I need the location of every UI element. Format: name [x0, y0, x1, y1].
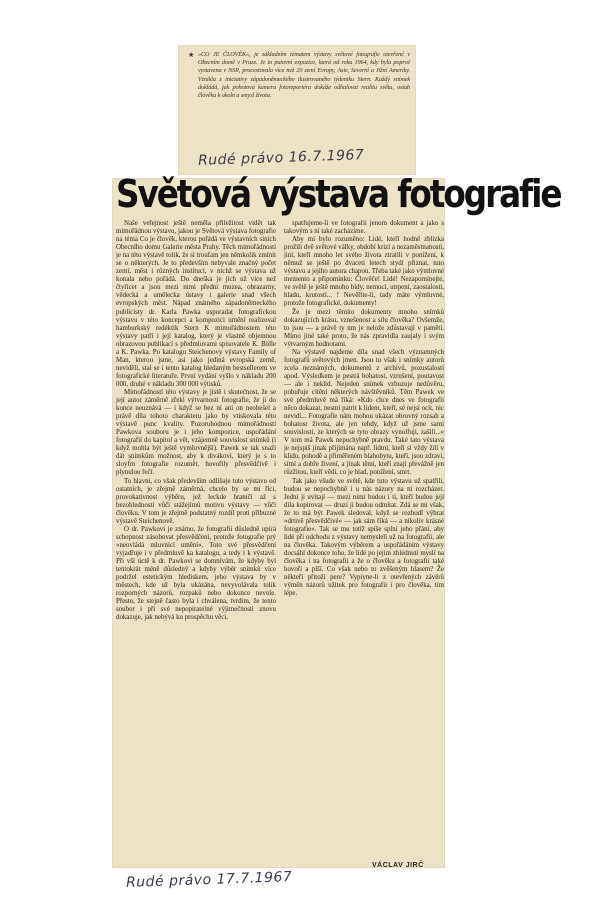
handwritten-source-note-top: Rudé právo 16.7.1967: [197, 147, 365, 169]
article-paragraph: Mimořádností této výstavy je jistě i skutečnost, že se její autor záměrně zřekl výtvarnosti fotografie, že ji do konce neuznává — i když se bez ní ani on neobešel a právě díla tohoto charakteru jako by vtiskovala této výstavě punc kvality. Pozoruhodnou mimořádností Pawkova souboru je i jeho kompozice, uspořádání fotografií do kapitol a vět, vzájemně souvislost snímků (i když mohla být ještě vymluvnější). Pawek se tak snaží dát snímkům možnost, aby k divákovi, který je s to sloyf́m fotografie rozumět, hovořily přesvědčivě i plynulou řečí.: [116, 388, 276, 477]
article-column-left: [116, 220, 276, 860]
article-paragraph: To hlavní, co však především odlišuje tuto výstavu od ostatních, je zřejmě záměrná, chcelo by se mi říci, provokativnost výběru, jež leckde hraničí až s bezohledností vůči stážejímů motivu výstavy — vůči člověku. V tom je zřejmě podstatný rozdíl proti příbuzné výstavě Steichenově.: [116, 477, 276, 525]
intro-text-block: [188, 51, 410, 100]
article-column-right: [284, 220, 444, 860]
article-paragraph: Na výstavě najdeme díla snad všech významných fotografů světových jmen. Jsou tu však i snímky autorů zcela neznámých, dokumentů z archivů, pozustalostí apod. Výsledkem je pestrá bohatost, vzrušení, poutavost — ale i neklíd. Nejeden snímek vzbuzuje nedůvěru, pobuřuje cítění některých návštěvníků. Těm Pawek ve své předmluvě má říká: »Kdo chce dnes ve fotografii něco dokazat, nesmí patrit k lidem, kteří, sé nejsí ocít, nic nevidí... Fotografie nám mohou ukázat obrovný rozsah a bohatost života, ale jen tehdy, když už jsme sami souvislosti, ze kterých se tyto obrazy vynolfuji, zašili...« V tom má Pawek nepochybně pravdu. Také tato výstava je nejspiš jinak přijímána např. lidmi, kteří si vždy žili v klidu, pohodě a přiměřeném blahobytu, kteří, jsou zdraví, sítní a dobře živení, a jinak těmi, kteří znají převážně jen růzžitou, kteří vědí, co je hlad, ponížení, smrt.: [284, 348, 444, 477]
handwritten-source-note-bottom: Rudé právo 17.7.1967: [125, 869, 293, 891]
article-byline: VÁCLAV JIRČ: [372, 862, 424, 869]
article-paragraph: O dr. Pawkovi je známo, že fotografii důsledně upírá schopnost zásobovat přesvědčení, protože fotografie prý »neovládá mluvnicí umění«. Toto své přesvědčení vyjadřuje i v předmluvě ka katalogu, a tedy i k výstavě. Při vší úctě k dr. Pawkovi se domnívám, že kdyby byl tentokrát méně důsledný a kdyby výběr snímků více podržel estetickým hlediskem, jeho výstava by v městech, kde už byla ukázána, nevyvolávala tolik rozporných názorů, rozpaků nebo dokonce nevole. Přesto, že stejně často byla i chválena, tvrdím, že tento soubor i při své nepopiratelné výjimečnosti znovu dokazuje, jak nebývá ku prospěchu věci,: [116, 525, 276, 622]
article-paragraph: Tak jako všude ve světě, kde tuto výstavu už spatřili, budou se nepochybně i u nás názory na ni rozcházet. Jedni ji uvítají — mezi nimi budou i ti, kteří budou její díla kopirovat — druzí ji budou odmítat. Zdá se mi však, že to má být Pawek sledoval, když se rozhodl výbrat »drtivě přesvědčivé« — jak sám říká — a nikoliv krásné fotografie«. Tak se mu totíž spíše splní jeho přání, aby lidé při odchodu z výstavy nemyslelí už na fotografii, ale na člověka. Takovým výběrem a uspořádáním výstavy docsáhl dokonce toho, že lidé po jejim zhlédnutí myslí na člověka i na fotografii a že o člověku a fotografii také hovoří a píší. Co však nebo to zvěšeným hlasem? Že někteří přitoží pere? Vypiyne-li z otevřených závěrů výměn názorů užitek pro fotografii i pro člověka, tím lépe.: [284, 477, 444, 598]
article-paragraph: Aby mi bylo rozuměno: Lidé, kteří hodně zblizka prožili dvě světové války, období krizí a nezaměstnanosti, jiní, kteří mnoho let svého života ztratili v ponížení, k němuž se ještě po dvaceti letech stydí přiznat, tuto výstavu a jejiho autora chapou. Třeba také jako výmluvné memento a připomínku: Člověče! Lidé! Nezapomínejte, ve světě je ještě mnoho bídy, nemocí, utrpení, zaostalosti, hladu, krutostí... ! Nevěříte-li, tady máte výmluvné, protože fotografické, dokumenty!: [284, 236, 444, 308]
article-paragraph: spatfujeme-li ve fotografii jenom dokument a jako s takovým s ní také zacházíme.: [284, 220, 444, 236]
article-headline: Světová výstava fotografie: [116, 172, 561, 216]
article-paragraph: Že je mezi těmito dokumenty mnoho snímků dokazujících krásu, vznešenost a sílu člověka? Ovšemže, to jsou — a právě ty nm je nelože zdůstavají v paměti. Mímo jiné také proto, že nás zpravidla zaujaly i svým výtvarným hodnotami.: [284, 308, 444, 348]
article-paragraph: Naše veřejnost ještě neměla přiležitost vidět tak mimořádnou výstavu, jakou je Světová výstava fotografie na téma Co je člověk, kterou pořádá ve výstavních síních Obecního domu Galerie města Prahy. Těch mimořádností je na této výstavě tolik, že si troufam jen němkolik zmínit se o některých. Je to především nebyvale značný počet zemí, měst i různých institucí, v nichž se výstava už konala nebo pořádá. Do dneška je jích už více než čtyřicet a jsou mezi nimi přední muzea, obrazarny, vědecká a umělecka ústavy i galerie snad všech evropských měst. Nápad známého západoněmeckého publicisty dr. Karla Pawka usporadat fotografickou výstavu v této koncepci a kompozici umění realizoval hamburkský redéktik Stern K mimořádnostem této výstavy patří i její katalog, který je vlastně objemnou obrazovou publikací s předmluvami spisovatele K. Bölle a K. Pawka. Po katalogu Steichenovy výstavy Family of Man, kterou jsme, asi jako jediná evropská země, neviděli, stal se i tento katalog hledaným bestsellerem ve fotografické literatuře. První vydání vyšlo v nákladu 200 000, druhé v nákladu 300 000 výtisků.: [116, 220, 276, 388]
star-icon: ★: [188, 51, 195, 59]
intro-text: »CO JE ČLOVĚK«, je základním tématem výstavy světové fotografie otevřené v Obecním domě v Praze. Je to putovní expozice, která od roku 1964, kdy byla poprvé vystavena v NSR, procestovala více než 20 zemí Evropy, Asie, Severní a Jižní Ameriky. Vznikla z iniciativy západoněmeckého ilustrovaného týdeniku Stern. Každý snímek dokládá, jak pohotová kamera fotoreportéra dokáže odhalovat realitu světa, ostah člověka k okoln a smysl života.: [198, 51, 410, 100]
